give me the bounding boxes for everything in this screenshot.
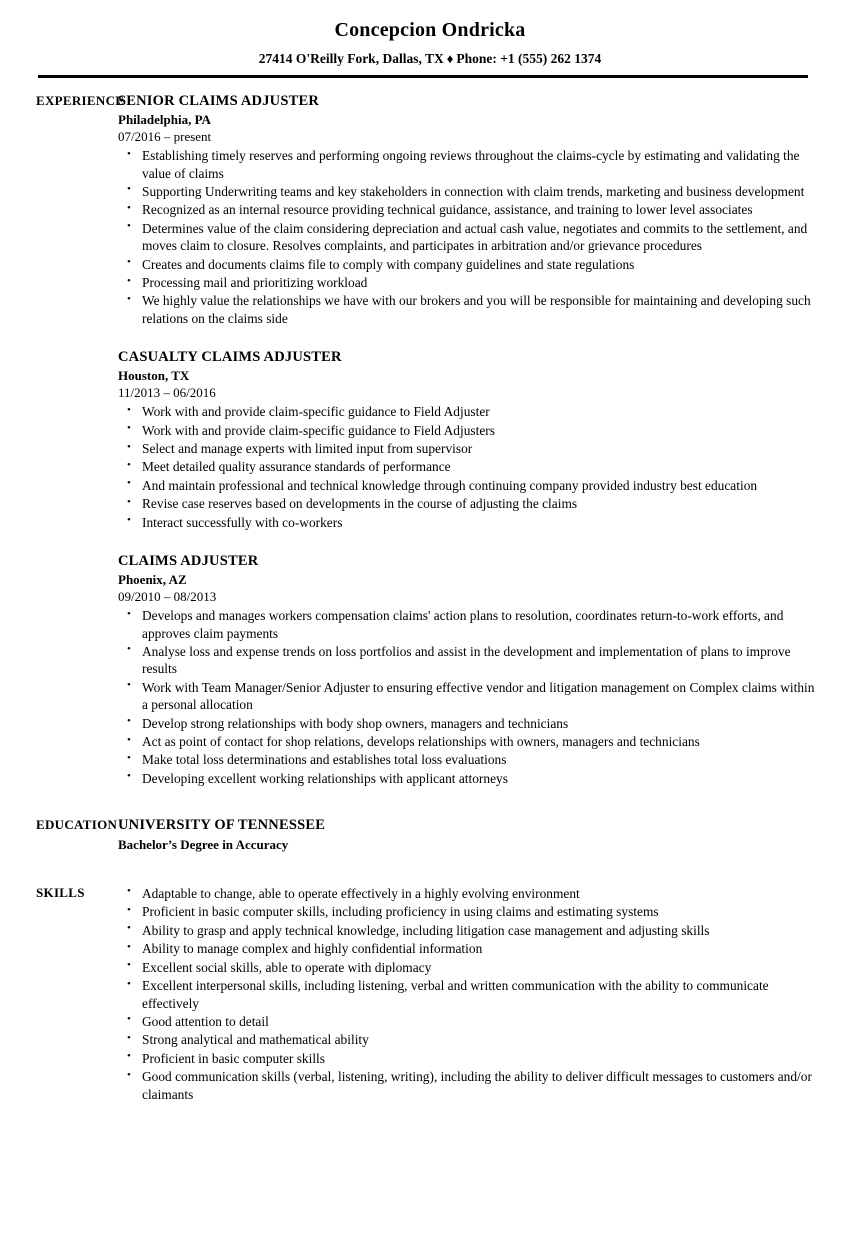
- list-item: • And maintain professional and technical knowledge through continuing company provided industry best education: [118, 477, 816, 494]
- education-label-column: [0, 816, 118, 834]
- job-dates: 07/2016 – present: [118, 129, 212, 145]
- list-item: • Strong analytical and mathematical ability: [118, 1031, 816, 1048]
- job-title: SENIOR CLAIMS ADJUSTER: [118, 93, 319, 110]
- list-item: • Revise case reserves based on developments in the course of adjusting the claims: [118, 495, 816, 512]
- header-divider: [38, 75, 808, 78]
- contact-address: 27414 O'Reilly Fork, Dallas, TX: [258, 51, 444, 66]
- list-item: • Adaptable to change, able to operate effectively in a highly evolving environment: [118, 885, 816, 902]
- section-label-skills: SKILLS: [36, 884, 85, 900]
- list-item: • Ability to manage complex and highly confidential information: [118, 940, 816, 957]
- list-item: • Act as point of contact for shop relations, develops relationships with owners, managers and technicians: [118, 733, 816, 750]
- list-item: • Excellent social skills, able to operate with diplomacy: [118, 959, 816, 976]
- job-entry: [118, 552, 816, 787]
- list-item: • Supporting Underwriting teams and key stakeholders in connection with claim trends, marketing and business development: [118, 183, 816, 200]
- job-dates: 09/2010 – 08/2013: [118, 589, 217, 605]
- list-item: • Establishing timely reserves and performing ongoing reviews throughout the claims-cycle by estimating and validating the value of claims: [118, 147, 816, 182]
- list-item: • We highly value the relationships we have with our brokers and you will be responsible for maintaining and developing such relations on the claims side: [118, 292, 816, 327]
- experience-content-column: [118, 92, 860, 788]
- list-item: • Work with and provide claim-specific guidance to Field Adjuster: [118, 403, 816, 420]
- list-item: • Ability to grasp and apply technical knowledge, including litigation case management and adjusting skills: [118, 922, 816, 939]
- list-item: • Work with and provide claim-specific guidance to Field Adjusters: [118, 422, 816, 439]
- list-item: • Develop strong relationships with body shop owners, managers and technicians: [118, 715, 816, 732]
- education-degree: Bachelor’s Degree in Accuracy: [118, 837, 289, 853]
- candidate-name: Concepcion Ondricka: [334, 19, 526, 41]
- list-item: • Meet detailed quality assurance standards of performance: [118, 458, 816, 475]
- diamond-separator-icon: ♦: [446, 51, 454, 66]
- job-title: CASUALTY CLAIMS ADJUSTER: [118, 349, 342, 366]
- list-item: • Select and manage experts with limited input from supervisor: [118, 440, 816, 457]
- section-label-experience: EXPERIENCE: [36, 93, 125, 109]
- job-title: CLAIMS ADJUSTER: [118, 553, 259, 570]
- list-item: • Proficient in basic computer skills: [118, 1050, 816, 1067]
- list-item: • Proficient in basic computer skills, including proficiency in using claims and estimating systems: [118, 903, 816, 920]
- education-content-column: [118, 816, 860, 854]
- resume-header: [0, 0, 860, 78]
- list-item: • Work with Team Manager/Senior Adjuster to ensuring effective vendor and litigation management on Complex claims within a personal allocation: [118, 679, 816, 714]
- job-bullet-list: [118, 403, 816, 531]
- list-item: • Excellent interpersonal skills, including listening, verbal and written communication with the ability to communicate effectively: [118, 977, 816, 1012]
- experience-label-column: [0, 92, 125, 110]
- education-school: UNIVERSITY OF TENNESSEE: [118, 817, 326, 834]
- skills-label-column: [0, 884, 118, 902]
- list-item: • Creates and documents claims file to comply with company guidelines and state regulations: [118, 256, 816, 273]
- list-item: • Processing mail and prioritizing workload: [118, 274, 816, 291]
- list-item: • Developing excellent working relationships with applicant attorneys: [118, 770, 816, 787]
- job-location: Phoenix, AZ: [118, 572, 187, 588]
- skills-section: [0, 884, 860, 1104]
- job-entry: [118, 92, 816, 327]
- job-entry: [118, 348, 816, 531]
- experience-section: [0, 92, 860, 788]
- job-bullet-list: [118, 607, 816, 787]
- education-section: [0, 816, 860, 854]
- job-location: Philadelphia, PA: [118, 112, 211, 128]
- list-item: • Good attention to detail: [118, 1013, 816, 1030]
- section-label-education: EDUCATION: [36, 817, 118, 833]
- skills-bullet-list: [118, 885, 816, 1103]
- job-dates: 11/2013 – 06/2016: [118, 385, 216, 401]
- contact-phone: Phone: +1 (555) 262 1374: [456, 51, 602, 66]
- list-item: • Good communication skills (verbal, listening, writing), including the ability to deliver difficult messages to customers and/or claimants: [118, 1068, 816, 1103]
- skills-content-column: [118, 884, 860, 1104]
- list-item: • Recognized as an internal resource providing technical guidance, assistance, and training to lower level associates: [118, 201, 816, 218]
- job-location: Houston, TX: [118, 368, 190, 384]
- list-item: • Determines value of the claim considering depreciation and actual cash value, negotiates and commits to the settlement, and moves claim to closure. Resolves complaints, and participates in arbitration and/or grievance procedures: [118, 220, 816, 255]
- list-item: • Interact successfully with co-workers: [118, 514, 816, 531]
- job-bullet-list: [118, 147, 816, 327]
- list-item: • Make total loss determinations and establishes total loss evaluations: [118, 751, 816, 768]
- list-item: • Analyse loss and expense trends on loss portfolios and assist in the development and implementation of plans to improve results: [118, 643, 816, 678]
- contact-line: [0, 51, 860, 67]
- list-item: • Develops and manages workers compensation claims' action plans to resolution, coordinates return-to-work efforts, and approves claim payments: [118, 607, 816, 642]
